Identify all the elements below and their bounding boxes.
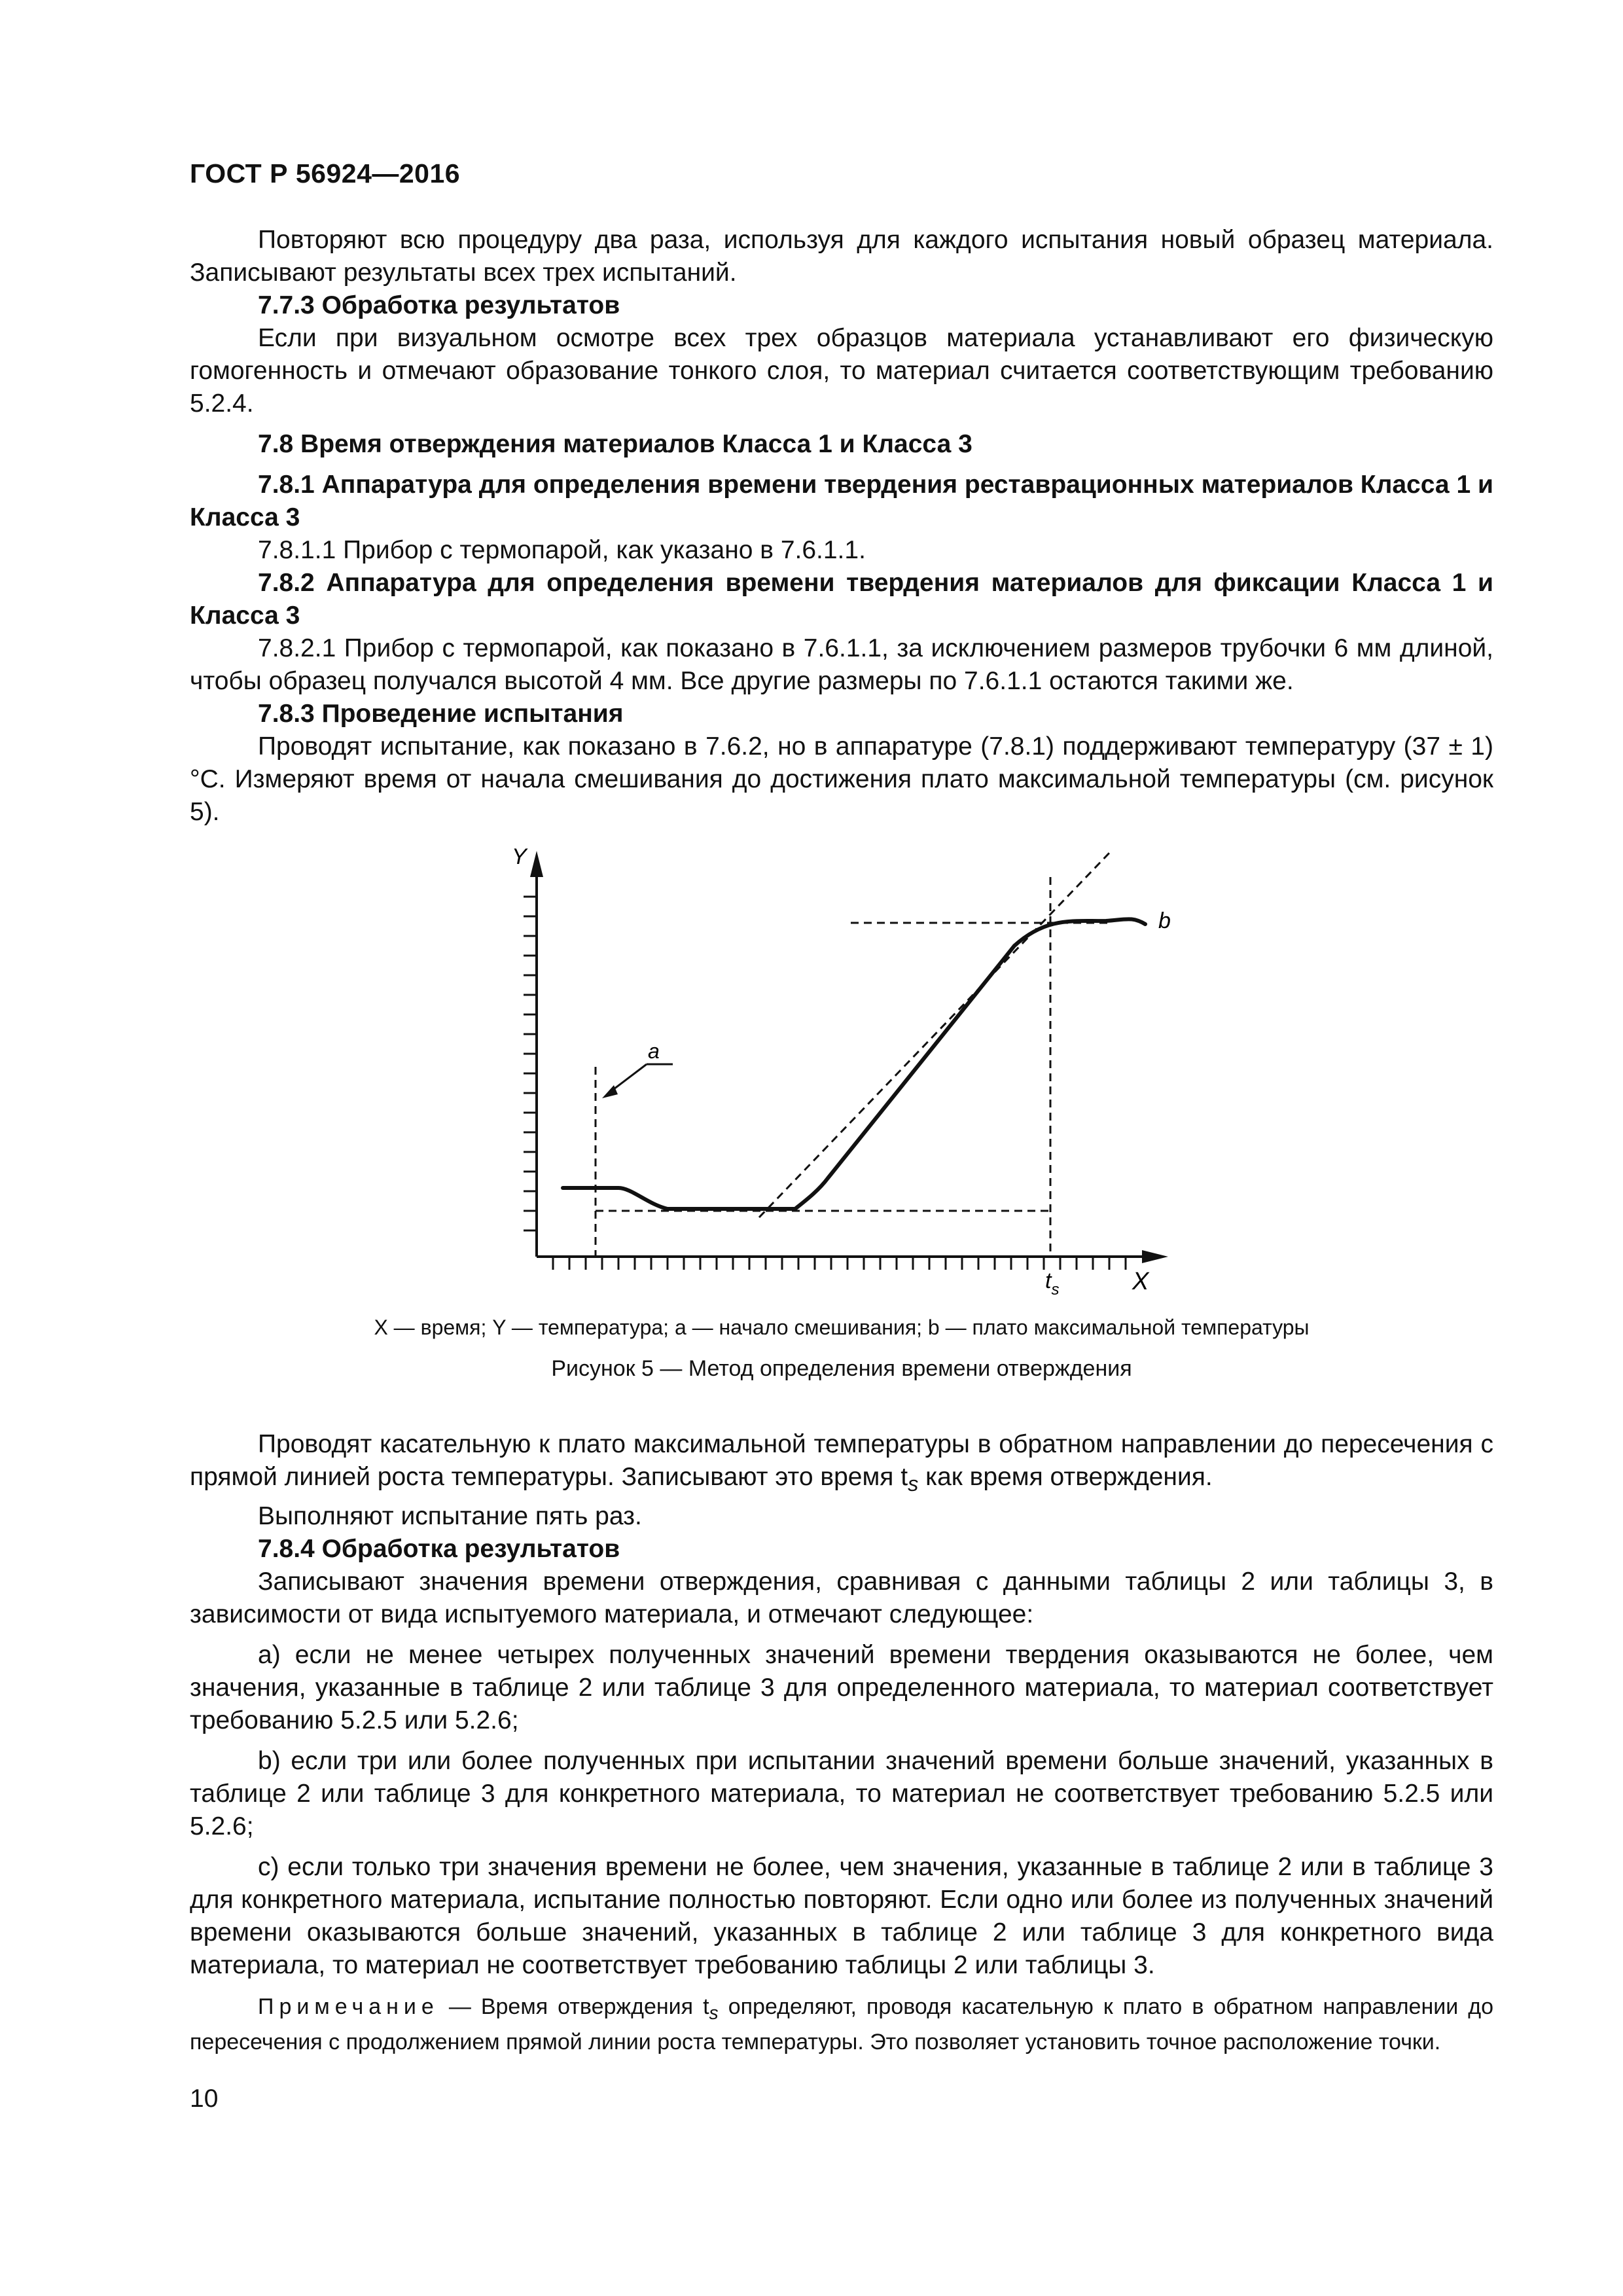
x-axis-arrow: [1142, 1250, 1168, 1263]
label-t: t: [1045, 1268, 1052, 1293]
paragraph-tangent-text: Проводят касательную к плато максимальной температуры в обратном направлении до пересечения с прямой линией роста температуры. Записывают это время t: [190, 1430, 1493, 1491]
list-item-a: а) если не менее четырех полученных значений времени твердения оказываются не более, чем значения, указанные в таблице 2 или таблице 3 для определенного материала, то материал соответствует требованию 5.2.5 или 5.2.6;: [190, 1640, 1493, 1734]
note-label: Примечание: [258, 1994, 439, 2019]
figure-legend: X — время; Y — температура; a — начало смешивания; b — плато максимальной температуры: [374, 1316, 1310, 1339]
list-item-c: с) если только три значения времени не более, чем значения, указанные в таблице 2 или в таблице 3 для конкретного материала, испытание полностью повторяют. Если одно или более из полученных значений времени оказываются больше значений, указанных в таблице 2 или таблице 3 для конкретного вида материала, то материал не соответствует требованию таблицы 2 или таблицы 3.: [190, 1852, 1493, 1979]
x-axis-ticks: [553, 1257, 1126, 1270]
label-b: b: [1158, 908, 1171, 933]
y-axis-arrow: [530, 851, 543, 877]
paragraph-tangent: [190, 1428, 1493, 1500]
section-heading-7-8-4: 7.8.4 Обработка результатов: [258, 1534, 620, 1563]
paragraph-tangent-end: как время отверждения.: [918, 1463, 1213, 1491]
note-text-a: — Время отверждения t: [438, 1994, 709, 2019]
paragraph: Выполняют испытание пять раз.: [258, 1501, 642, 1530]
y-axis-ticks: [524, 897, 537, 1230]
section-heading-7-8-2: 7.8.2 Аппаратура для определения времени твердения материалов для фиксации Класса 1 и Класса 3: [190, 569, 1493, 630]
slope-tangent-dashed: [759, 850, 1113, 1217]
section-heading-7-8: 7.8 Время отверждения материалов Класса 1 и Класса 3: [258, 430, 972, 458]
label-t-subscript: s: [1051, 1281, 1060, 1299]
label-a: a: [648, 1039, 660, 1063]
construction-lines: [596, 850, 1113, 1257]
note-subscript: s: [709, 2002, 719, 2024]
section-heading-7-8-3: 7.8.3 Проведение испытания: [258, 700, 624, 728]
paragraph: 7.8.2.1 Прибор с термопарой, как показано в 7.6.1.1, за исключением размеров трубочки 6 мм длиной, чтобы образец получался высотой 4 мм. Все другие размеры по 7.6.1.1 остаются такими же.: [190, 634, 1493, 695]
paragraph: Проводят испытание, как показано в 7.6.2, но в аппаратуре (7.8.1) поддерживают температуру (37 ± 1) °С. Измеряют время от начала смешивания до достижения плато максимальной температуры (см. рисунок 5).: [190, 732, 1493, 826]
body-text-top: [190, 224, 1493, 829]
paragraph: Если при визуальном осмотре всех трех образцов материала устанавливают его физическую гомогенность и отмечают образование тонкого слоя, то материал считается соответствующим требованию 5.2.4.: [190, 324, 1493, 418]
paragraph: Повторяют всю процедуру два раза, используя для каждого испытания новый образец материала. Записывают результаты всех трех испытаний.: [190, 226, 1493, 287]
curing-time-diagram: [497, 838, 1178, 1299]
figure-5-diagram: [497, 838, 1178, 1299]
section-heading-7-8-1: 7.8.1 Аппаратура для определения времени твердения реставрационных материалов Класса 1 и Класса 3: [190, 471, 1493, 531]
x-axis-label: X: [1132, 1268, 1149, 1295]
document-header: ГОСТ Р 56924—2016: [190, 158, 461, 188]
list-item-b: b) если три или более полученных при испытании значений времени больше значений, указанных в таблице 2 или таблице 3 для конкретного материала, то материал не соответствует требованию 5.2.5 или 5.2.6;: [190, 1746, 1493, 1840]
paragraph: Записывают значения времени отверждения, сравнивая с данными таблицы 2 или таблицы 3, в зависимости от вида испытуемого материала, и отмечают следующее:: [190, 1567, 1493, 1628]
note: [190, 1992, 1493, 2056]
note-text-b: определяют, проводя касательную к плато в обратном направлении до пересечения с продолжением прямой линии роста температуры. Это позволяет установить точное расположение точки.: [190, 1994, 1493, 2054]
ts-subscript: s: [908, 1471, 919, 1496]
figure-caption: Рисунок 5 — Метод определения времени отверждения: [551, 1356, 1132, 1381]
section-heading-7-7-3: 7.7.3 Обработка результатов: [258, 291, 620, 319]
label-ts: [1045, 1268, 1059, 1299]
page-number: 10: [190, 2085, 219, 2113]
paragraph: 7.8.1.1 Прибор с термопарой, как указано в 7.6.1.1.: [258, 536, 866, 564]
body-text-bottom: [190, 1428, 1493, 2056]
y-axis-label: Y: [512, 844, 527, 869]
